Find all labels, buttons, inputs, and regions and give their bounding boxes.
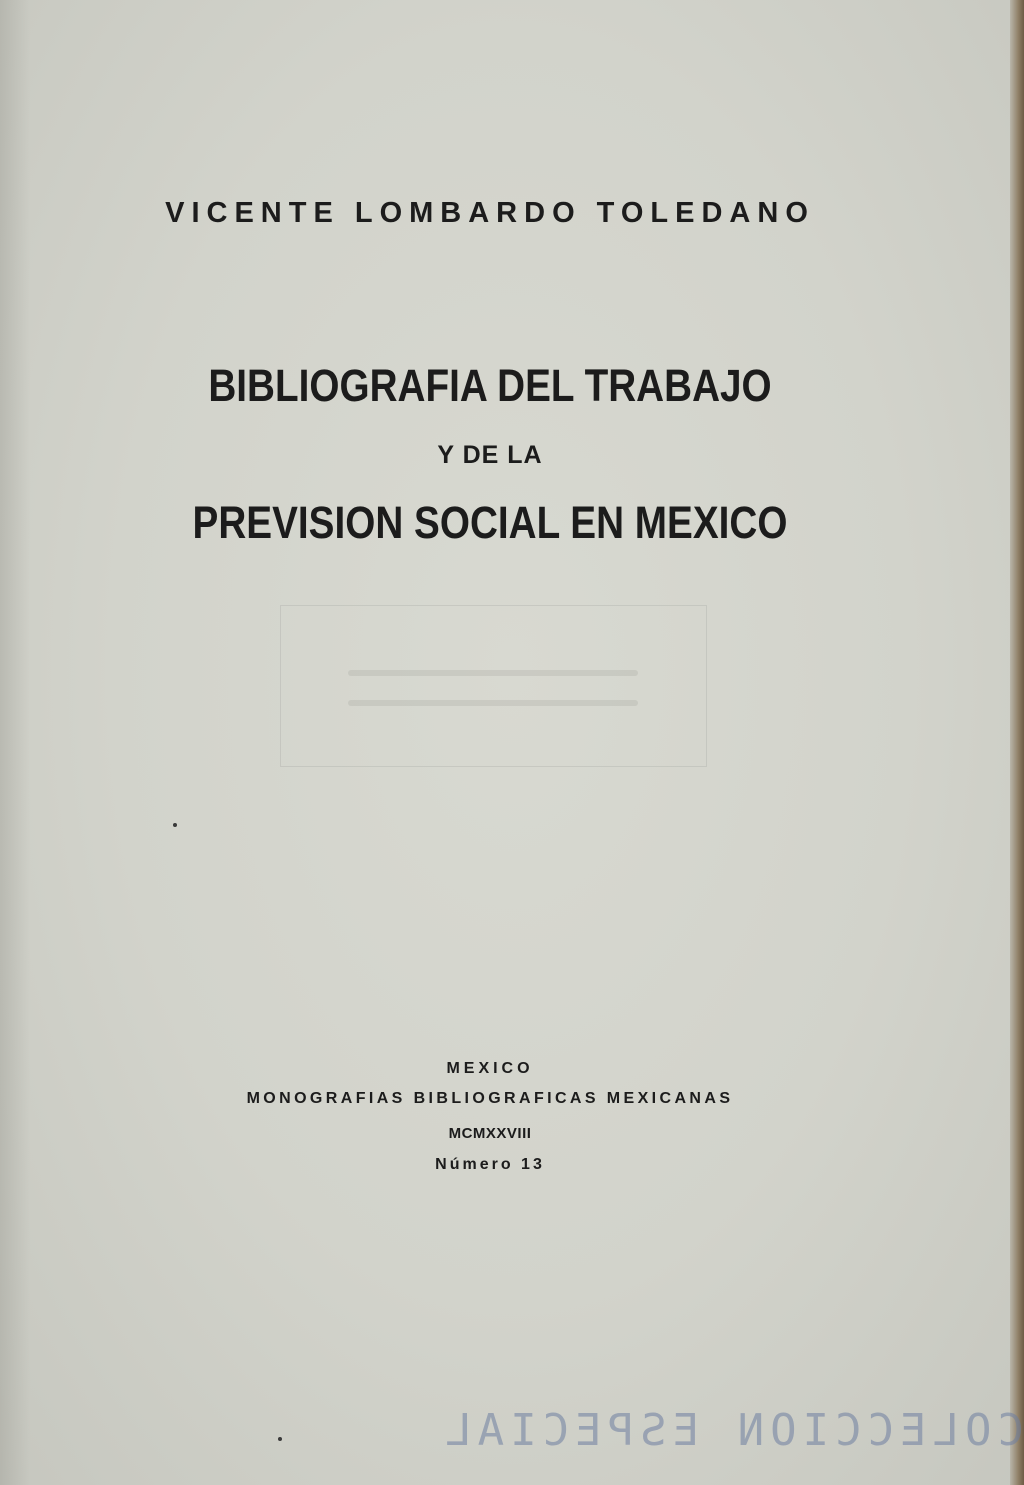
bleed-through-line: [348, 700, 638, 706]
page-edge: [1010, 0, 1024, 1485]
title-line-2: Y DE LA: [437, 441, 543, 469]
paper-speck: [278, 1437, 282, 1441]
paper-speck: [173, 823, 177, 827]
title-line-1: BIBLIOGRAFIA DEL TRABAJO: [208, 360, 772, 411]
bleed-through-line: [348, 670, 638, 676]
title-line-3: PREVISION SOCIAL EN MEXICO: [192, 497, 788, 548]
author-name: VICENTE LOMBARDO TOLEDANO: [165, 197, 815, 229]
bleed-through-stamp-box: [280, 605, 707, 767]
imprint-year: MCMXXVIII: [448, 1125, 532, 1142]
collection-stamp: COLECCION ESPECIAL: [439, 1405, 1024, 1456]
imprint-city: MEXICO: [446, 1060, 534, 1077]
imprint-number: Número 13: [435, 1156, 545, 1173]
imprint-series: MONOGRAFIAS BIBLIOGRAFICAS MEXICANAS: [246, 1090, 734, 1107]
